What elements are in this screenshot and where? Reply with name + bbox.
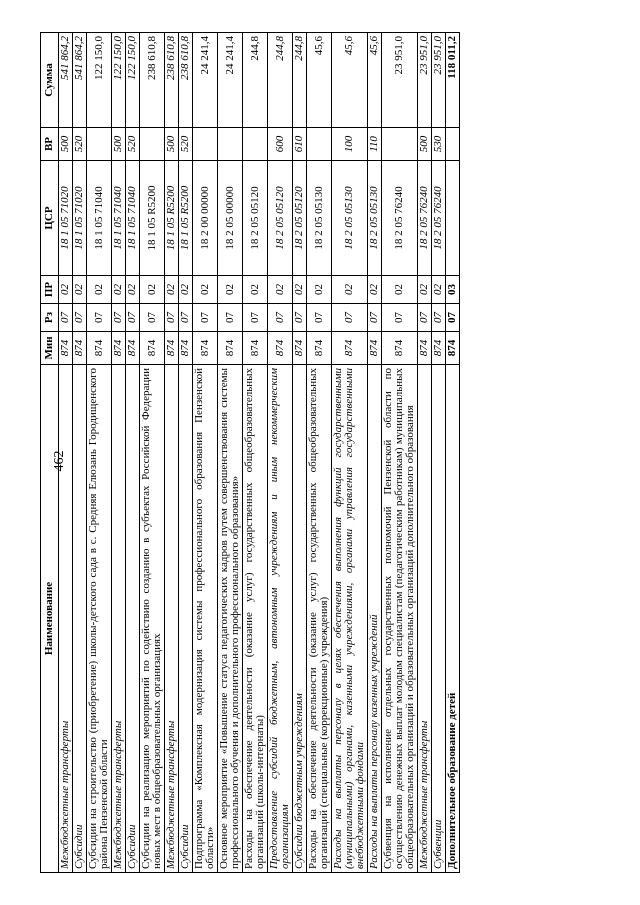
table-row [332, 32, 368, 872]
cell-name: Субсидии на строительство (приобретение) школы-детского сада в с. Средняя Елюзань Городищенского района Пензенской области [87, 364, 112, 872]
header-rz: Рз [41, 303, 59, 331]
cell-rz: 07 [165, 303, 179, 331]
cell-min: 874 [126, 331, 140, 364]
cell-name: Расходы на обеспечение деятельности (оказание услуг) государственных общеобразовательных организаций (специальные (коррекционные) учреждения) [307, 364, 332, 872]
cell-rz: 07 [87, 303, 112, 331]
cell-rz: 07 [418, 303, 432, 331]
cell-vr [307, 127, 332, 160]
cell-rz: 07 [432, 303, 446, 331]
cell-pr: 02 [126, 275, 140, 303]
cell-vr: 520 [179, 127, 193, 160]
cell-min: 874 [179, 331, 193, 364]
cell-min: 874 [140, 331, 165, 364]
cell-pr: 02 [179, 275, 193, 303]
cell-vr [140, 127, 165, 160]
cell-vr: 500 [112, 127, 126, 160]
cell-csr: 18 2 05 05120 [268, 160, 293, 275]
cell-rz: 07 [179, 303, 193, 331]
cell-sum: 238 610,8 [179, 32, 193, 127]
cell-csr: 18 1 05 71040 [126, 160, 140, 275]
cell-vr [382, 127, 418, 160]
cell-min: 874 [268, 331, 293, 364]
cell-sum: 45,6 [368, 32, 382, 127]
header-csr: ЦСР [41, 160, 59, 275]
header-name: Наименование [41, 364, 59, 872]
cell-min: 874 [73, 331, 87, 364]
cell-pr: 02 [140, 275, 165, 303]
cell-min: 874 [243, 331, 268, 364]
cell-csr: 18 1 05 R5200 [179, 160, 193, 275]
cell-name: Расходы на выплаты персоналу в целях обеспечения выполнения функций государственными (муниципальными) органами, казенными учреждениями, органами управления государственными внебюджетными фондами [332, 364, 368, 872]
cell-vr: 500 [59, 127, 73, 160]
cell-min: 874 [59, 331, 73, 364]
table-row [73, 32, 87, 872]
cell-pr: 02 [73, 275, 87, 303]
cell-sum: 23 951,0 [382, 32, 418, 127]
cell-pr: 03 [446, 275, 460, 303]
cell-sum: 118 011,2 [446, 32, 460, 127]
cell-min: 874 [332, 331, 368, 364]
table-row [382, 32, 418, 872]
cell-pr: 02 [368, 275, 382, 303]
table-body [59, 32, 460, 872]
cell-sum: 244,8 [293, 32, 307, 127]
cell-csr: 18 2 05 05130 [332, 160, 368, 275]
table-row [179, 32, 193, 872]
cell-vr [87, 127, 112, 160]
cell-rz: 07 [59, 303, 73, 331]
cell-csr: 18 1 05 R5200 [165, 160, 179, 275]
cell-pr: 02 [382, 275, 418, 303]
cell-rz: 07 [140, 303, 165, 331]
cell-name: Субсидии [73, 364, 87, 872]
cell-pr: 02 [418, 275, 432, 303]
cell-rz: 07 [243, 303, 268, 331]
table-row [368, 32, 382, 872]
table-row [307, 32, 332, 872]
cell-vr: 530 [432, 127, 446, 160]
cell-rz: 07 [332, 303, 368, 331]
cell-csr: 18 2 05 76240 [418, 160, 432, 275]
cell-name: Межбюджетные трансферты [418, 364, 432, 872]
table-row [268, 32, 293, 872]
cell-csr: 18 1 05 71040 [87, 160, 112, 275]
page-number: 462 [52, 450, 67, 472]
cell-sum: 24 241,4 [193, 32, 218, 127]
cell-min: 874 [293, 331, 307, 364]
cell-sum: 122 150,0 [126, 32, 140, 127]
cell-sum: 541 864,2 [73, 32, 87, 127]
cell-csr: 18 1 05 R5200 [140, 160, 165, 275]
cell-min: 874 [165, 331, 179, 364]
table-row [218, 32, 243, 872]
cell-sum: 45,6 [332, 32, 368, 127]
cell-pr: 02 [59, 275, 73, 303]
cell-vr [193, 127, 218, 160]
cell-rz: 07 [368, 303, 382, 331]
cell-vr: 600 [268, 127, 293, 160]
cell-pr: 02 [218, 275, 243, 303]
cell-csr: 18 2 05 05130 [368, 160, 382, 275]
header-min: Мин [41, 331, 59, 364]
table-row [418, 32, 432, 872]
cell-pr: 02 [87, 275, 112, 303]
cell-vr [243, 127, 268, 160]
cell-csr: 18 2 00 00000 [193, 160, 218, 275]
budget-table [40, 32, 460, 873]
cell-name: Расходы на обеспечение деятельности (оказание услуг) государственных общеобразовательных организаций (школы-интернаты) [243, 364, 268, 872]
cell-min: 874 [446, 331, 460, 364]
cell-min: 874 [112, 331, 126, 364]
cell-name: Субвенция на исполнение отдельных государственных полномочий Пензенской области по осуществлению денежных выплат молодым специалистам (педагогическим работникам) муниципальных общеобразовательных организаций и образовательных организаций дополнительного образования [382, 364, 418, 872]
cell-rz: 07 [268, 303, 293, 331]
table-row [243, 32, 268, 872]
cell-pr: 02 [165, 275, 179, 303]
cell-min: 874 [218, 331, 243, 364]
cell-sum: 238 610,8 [140, 32, 165, 127]
cell-rz: 07 [126, 303, 140, 331]
cell-name: Субвенции [432, 364, 446, 872]
cell-name: Субсидии [126, 364, 140, 872]
cell-name: Субсидии на реализацию мероприятий по содействию созданию в субъектах Российской Федерации новых мест в общеобразовательных организациях [140, 364, 165, 872]
cell-pr: 02 [293, 275, 307, 303]
table-row [432, 32, 446, 872]
rotated-page-content [40, 33, 600, 873]
cell-sum: 23 951,0 [432, 32, 446, 127]
cell-sum: 122 150,0 [112, 32, 126, 127]
table-row [165, 32, 179, 872]
cell-rz: 07 [307, 303, 332, 331]
cell-sum: 45,6 [307, 32, 332, 127]
cell-min: 874 [432, 331, 446, 364]
table-header-row [41, 32, 59, 872]
cell-csr: 18 2 05 76240 [382, 160, 418, 275]
cell-name: Межбюджетные трансферты [165, 364, 179, 872]
cell-name: Расходы на выплаты персоналу казенных учреждений [368, 364, 382, 872]
cell-sum: 244,8 [243, 32, 268, 127]
cell-min: 874 [87, 331, 112, 364]
cell-name: Предоставление субсидий бюджетным, автономным учреждениям и иным некоммерческим организациям [268, 364, 293, 872]
cell-name: Дополнительное образование детей [446, 364, 460, 872]
table-row [193, 32, 218, 872]
cell-vr: 500 [165, 127, 179, 160]
cell-csr: 18 1 05 71040 [112, 160, 126, 275]
cell-min: 874 [307, 331, 332, 364]
cell-sum: 24 241,4 [218, 32, 243, 127]
cell-name: Основное мероприятие «Повышение статуса педагогических кадров путем совершенствования системы профессионального обучения и дополнительного профессионального образования» [218, 364, 243, 872]
table-row [293, 32, 307, 872]
cell-sum: 238 610,8 [165, 32, 179, 127]
cell-vr: 520 [73, 127, 87, 160]
cell-min: 874 [368, 331, 382, 364]
cell-csr: 18 2 05 76240 [432, 160, 446, 275]
cell-pr: 02 [432, 275, 446, 303]
cell-pr: 02 [332, 275, 368, 303]
cell-rz: 07 [293, 303, 307, 331]
cell-rz: 07 [112, 303, 126, 331]
cell-name: Субсидии бюджетным учреждениям [293, 364, 307, 872]
cell-vr [446, 127, 460, 160]
table-row [446, 32, 460, 872]
cell-csr [446, 160, 460, 275]
cell-pr: 02 [193, 275, 218, 303]
cell-rz: 07 [73, 303, 87, 331]
cell-rz: 07 [446, 303, 460, 331]
cell-pr: 02 [268, 275, 293, 303]
cell-csr: 18 1 05 71020 [73, 160, 87, 275]
header-pr: ПР [41, 275, 59, 303]
cell-csr: 18 1 05 71020 [59, 160, 73, 275]
header-sum: Сумма [41, 32, 59, 127]
cell-csr: 18 2 05 05130 [307, 160, 332, 275]
cell-csr: 18 2 05 05120 [293, 160, 307, 275]
header-vr: ВР [41, 127, 59, 160]
cell-rz: 07 [218, 303, 243, 331]
cell-min: 874 [193, 331, 218, 364]
cell-pr: 02 [112, 275, 126, 303]
cell-vr: 610 [293, 127, 307, 160]
cell-pr: 02 [307, 275, 332, 303]
cell-name: Межбюджетные трансферты [112, 364, 126, 872]
cell-vr: 100 [332, 127, 368, 160]
cell-vr: 520 [126, 127, 140, 160]
cell-min: 874 [418, 331, 432, 364]
cell-vr: 500 [418, 127, 432, 160]
cell-vr: 110 [368, 127, 382, 160]
cell-sum: 23 951,0 [418, 32, 432, 127]
table-row [140, 32, 165, 872]
cell-name: Субсидии [179, 364, 193, 872]
table-row [126, 32, 140, 872]
cell-rz: 07 [382, 303, 418, 331]
cell-rz: 07 [193, 303, 218, 331]
cell-sum: 122 150,0 [87, 32, 112, 127]
cell-csr: 18 2 05 00000 [218, 160, 243, 275]
cell-min: 874 [382, 331, 418, 364]
table-row [112, 32, 126, 872]
table-row [87, 32, 112, 872]
cell-pr: 02 [243, 275, 268, 303]
cell-csr: 18 2 05 05120 [243, 160, 268, 275]
cell-vr [218, 127, 243, 160]
cell-name: Подпрограмма «Комплексная модернизация системы профессионального образования Пензенской области» [193, 364, 218, 872]
cell-name: Межбюджетные трансферты [59, 364, 73, 872]
cell-sum: 541 864,2 [59, 32, 73, 127]
cell-sum: 244,8 [268, 32, 293, 127]
table-row [59, 32, 73, 872]
